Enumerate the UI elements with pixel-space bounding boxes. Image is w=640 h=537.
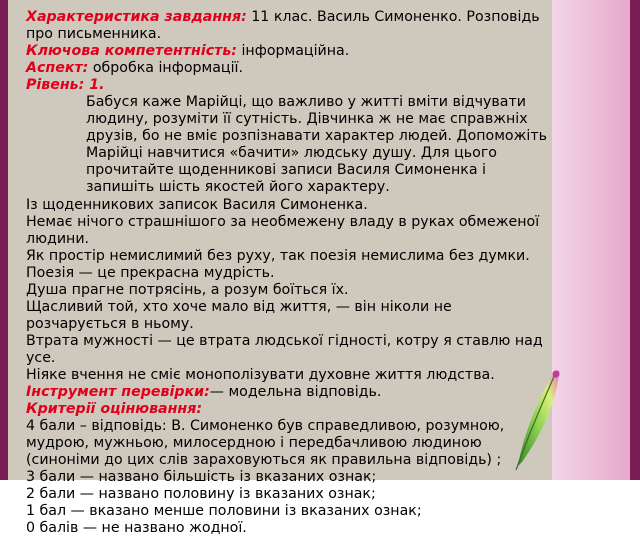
task-characteristic-label: Характеристика завдання: [26,9,247,25]
quote-item: Душа прагне потрясінь, а розум боїться їх. [26,281,349,298]
quote-item: Поезія — це прекрасна мудрість. [26,264,275,281]
criteria-item: 3 бали — названо більшість із вказаних ознак; [26,469,377,486]
right-border-light [552,0,630,480]
criteria-item: 2 бали — названо половину із вказаних ознак; [26,486,376,503]
aspect-label: Аспект: [26,60,89,77]
criteria-item: 0 балів — не названо жодної. [26,520,247,537]
slide-content [26,9,556,537]
task-characteristic-value: 11 клас. Василь Симоненко. Розповідь про письменника. [26,9,540,43]
quote-item: Ніяке вчення не сміє монополізувати духовне життя людства. [26,366,495,383]
key-competence-line [26,43,556,60]
aspect-value: обробка інформації. [88,60,243,77]
key-competence-value: інформаційна. [236,43,350,60]
criteria-line [26,401,556,418]
left-border-bar [0,0,8,480]
criteria-label: Критерії оцінювання: [26,401,203,418]
level-line [26,77,556,94]
key-competence-label: Ключова компетентність: [26,43,237,60]
tool-label: Інструмент перевірки: [26,384,210,401]
quote-item: Втрата мужності — це втрата людської гідності, котру я ставлю над усе. [26,332,543,366]
feather-quill-icon [512,362,562,472]
right-border-dark [630,0,640,480]
tool-line [26,384,556,401]
criteria-item: 1 бал — вказано менше половини із вказаних ознак; [26,503,422,520]
criteria-item: 4 бали – відповідь: В. Симоненко був справедливою, розумною, мудрою, мужньою, милосердною і передбачливою людиною (синоніми до цих слів зараховуються як правильна відповідь) ; [26,418,505,469]
slide-panel [8,0,552,537]
level-label: Рівень: 1. [26,77,105,94]
quote-item: Щасливий той, хто хоче мало від життя, — він ніколи не розчарується в ньому. [26,298,452,332]
task-text: Бабуся каже Марійці, що важливо у житті вміти відчувати людину, розуміти її сутність. Дівчинка ж не має справжніх друзів, бо не вміє розпізнавати характер людей. Допоможіть Марійці навчитися «бачити» людську душу. Для цього прочитайте щоденникові записи Василя Симоненка і запишіть шість якостей його характеру. [86,94,547,196]
tool-value: — модельна відповідь. [209,384,382,401]
quote-item: Немає нічого страшнішого за необмежену владу в руках обмеженої людини. [26,213,540,247]
aspect-line [26,60,556,77]
task-characteristic-line [26,9,556,43]
quote-item: Як простір немислимий без руху, так поезія немислима без думки. [26,247,530,264]
diary-intro: Із щоденникових записок Василя Симоненка. [26,196,368,213]
